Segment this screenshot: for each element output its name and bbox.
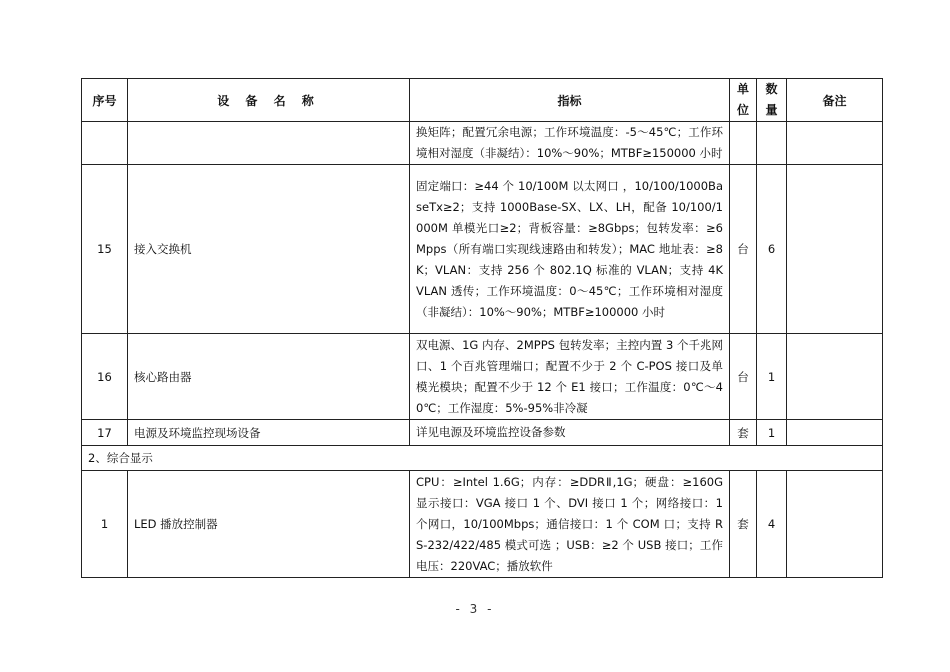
cell-name: 电源及环境监控现场设备 [128, 420, 410, 446]
cell-unit: 套 [730, 420, 757, 446]
header-qty [757, 79, 787, 122]
cell-unit [730, 122, 757, 165]
table-row [82, 471, 883, 578]
page-number: - 3 - [455, 602, 495, 616]
cell-qty: 4 [757, 471, 787, 578]
header-qty-line1: 数 [765, 82, 778, 96]
cell-unit: 套 [730, 471, 757, 578]
cell-qty [757, 122, 787, 165]
cell-index: 1 [82, 471, 128, 578]
cell-remark [787, 471, 883, 578]
section-row [82, 446, 883, 471]
header-index: 序号 [82, 79, 128, 122]
cell-remark [787, 165, 883, 334]
cell-spec: 详见电源及环境监控设备参数 [410, 420, 730, 446]
cell-qty: 1 [757, 420, 787, 446]
cell-name: 接入交换机 [128, 165, 410, 334]
cell-unit: 台 [730, 334, 757, 420]
header-unit-line2: 位 [736, 103, 749, 117]
cell-index: 17 [82, 420, 128, 446]
header-spec: 指标 [410, 79, 730, 122]
table-row [82, 122, 883, 165]
equipment-spec-table [81, 78, 883, 578]
table-row [82, 334, 883, 420]
cell-name: 核心路由器 [128, 334, 410, 420]
table-row [82, 420, 883, 446]
cell-qty: 6 [757, 165, 787, 334]
cell-spec: 固定端口：≥44 个 10/100M 以太网口 ，10/100/1000BaseTx≥2；支持 1000Base-SX、LX、LH，配备 10/100/1000M 单模光口≥2；背板容量：≥8Gbps；包转发率：≥6Mpps（所有端口实现线速路由和转发）；MAC 地址表：≥8K；VLAN：支持 256 个 802.1Q 标准的 VLAN；支持 4K VLAN 透传；工作环境温度：0～45℃；工作环境相对湿度（非凝结）：10%～90%；MTBF≥100000 小时 [410, 165, 730, 334]
cell-spec: 换矩阵；配置冗余电源；工作环境温度：-5～45℃；工作环境相对湿度（非凝结）：10%～90%；MTBF≥150000 小时 [410, 122, 730, 165]
cell-name [128, 122, 410, 165]
cell-spec: 双电源、1G 内存、2MPPS 包转发率；主控内置 3 个千兆网口、1 个百兆管理端口；配置不少于 2 个 C-POS 接口及单模光模块；配置不少于 12 个 E1 接口；工作温度：0℃～40℃；工作湿度：5%-95%非冷凝 [410, 334, 730, 420]
header-name: 设 备 名 称 [128, 79, 410, 122]
cell-qty: 1 [757, 334, 787, 420]
cell-index: 15 [82, 165, 128, 334]
cell-remark [787, 122, 883, 165]
cell-unit: 台 [730, 165, 757, 334]
cell-remark [787, 334, 883, 420]
table-row [82, 165, 883, 334]
header-qty-line2: 量 [765, 103, 778, 117]
header-unit-line1: 单 [736, 82, 749, 96]
section-title: 2、综合显示 [82, 446, 883, 471]
header-remark: 备注 [787, 79, 883, 122]
cell-index: 16 [82, 334, 128, 420]
header-unit [730, 79, 757, 122]
cell-remark [787, 420, 883, 446]
cell-spec: CPU：≥Intel 1.6G；内存：≥DDRⅡ,1G；硬盘：≥160G 显示接口：VGA 接口 1 个、DVI 接口 1 个；网络接口：1 个网口，10/100Mbps；通信接口：1 个 COM 口；支持 RS-232/422/485 模式可选 ；USB：≥2 个 USB 接口；工作电压：220VAC；播放软件 [410, 471, 730, 578]
cell-name: LED 播放控制器 [128, 471, 410, 578]
cell-index [82, 122, 128, 165]
header-row [82, 79, 883, 122]
